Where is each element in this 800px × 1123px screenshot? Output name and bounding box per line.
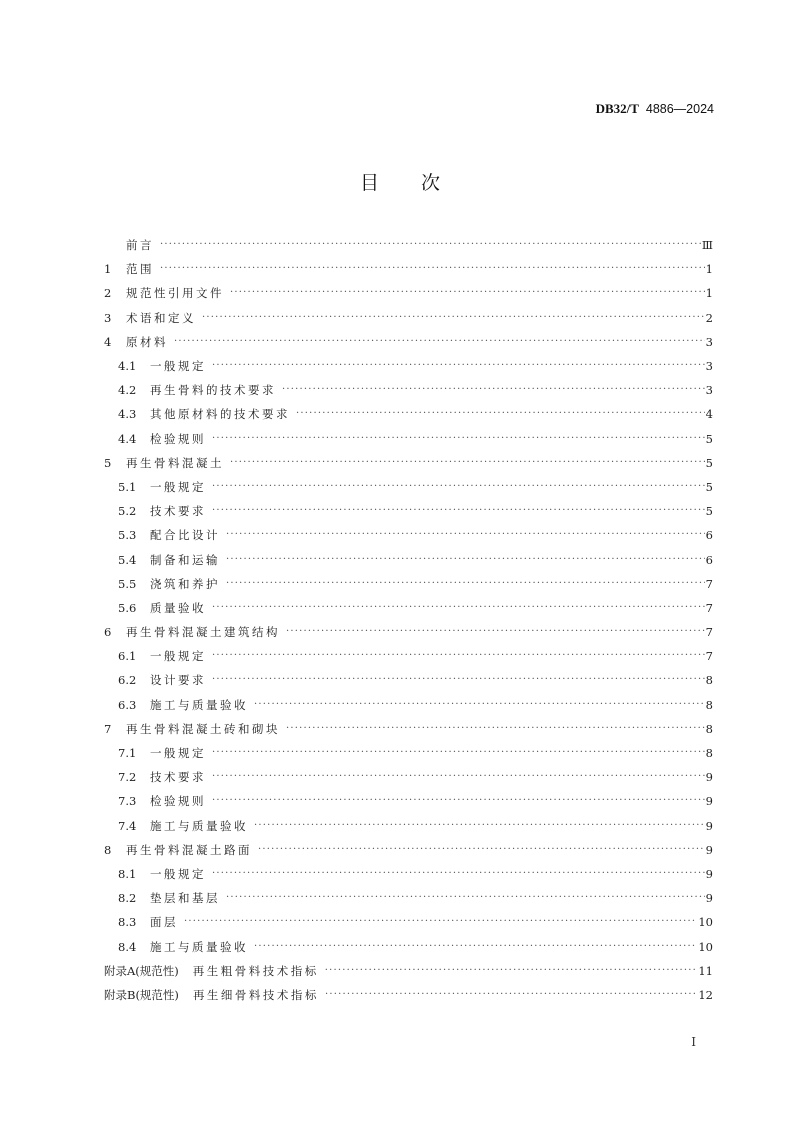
toc-entry-label: 检验规则 (150, 794, 206, 809)
toc-entry-label: 一般规定 (150, 649, 206, 664)
toc-entry-label: 再生细骨料技术指标 (192, 987, 319, 1002)
standard-code-prefix: DB32/T (595, 101, 639, 116)
dot-leader (174, 335, 705, 349)
dot-leader (296, 407, 705, 421)
toc-entry[interactable] (104, 862, 713, 886)
toc-entry-label: 再生骨料的技术要求 (150, 383, 276, 398)
toc-entry-page: 9 (705, 866, 713, 881)
toc-entry-number: 附录A(规范性) (104, 963, 179, 978)
toc-entry-page: 5 (705, 479, 713, 494)
toc-entry-number: 7.2 (118, 770, 137, 785)
toc-entry-page: 4 (705, 407, 713, 422)
toc-entry-label: 施工与质量验收 (150, 818, 248, 833)
dot-leader (212, 867, 705, 881)
toc-entry-label: 制备和运输 (150, 552, 220, 567)
toc-entry-page: 7 (705, 649, 713, 664)
toc-entry-label: 检验规则 (150, 431, 206, 446)
toc-entry-page: 9 (705, 842, 713, 857)
dot-leader (286, 625, 705, 639)
toc-entry-number: 4.4 (118, 431, 137, 446)
toc-entry-number: 8 (104, 842, 112, 857)
toc-entry-number: 5.2 (118, 504, 137, 519)
dot-leader (212, 746, 705, 760)
toc-entry-label: 一般规定 (150, 746, 206, 761)
dot-leader (226, 553, 705, 567)
toc-entry-label: 再生粗骨料技术指标 (192, 963, 319, 978)
dot-leader (212, 601, 705, 615)
toc-entry-page: 1 (705, 262, 713, 277)
dot-leader (160, 238, 701, 252)
dot-leader (226, 891, 705, 905)
dot-leader (184, 915, 697, 929)
toc-entry-number: 5 (104, 455, 112, 470)
toc-entry-number: 6.3 (118, 697, 137, 712)
toc-entry[interactable] (104, 596, 713, 620)
toc-entry-page: 7 (705, 576, 713, 591)
toc-entry[interactable] (104, 427, 713, 451)
toc-entry-page: Ⅲ (701, 238, 713, 253)
toc-entry[interactable] (104, 838, 713, 862)
toc-entry-number: 8.3 (118, 915, 137, 930)
dot-leader (212, 432, 705, 446)
toc-entry[interactable] (104, 693, 713, 717)
toc-entry-label: 其他原材料的技术要求 (150, 407, 290, 422)
dot-leader (254, 819, 705, 833)
toc-entry-number: 5.3 (118, 528, 137, 543)
toc-entry-number: 8.1 (118, 866, 137, 881)
toc-entry-number: 4.1 (118, 359, 137, 374)
toc-entry[interactable] (104, 886, 713, 910)
dot-leader (230, 456, 705, 470)
dot-leader (325, 988, 697, 1002)
dot-leader (212, 673, 705, 687)
toc-entry-number: 1 (104, 262, 112, 277)
toc-entry-page: 9 (705, 770, 713, 785)
toc-entry-number: 5.6 (118, 600, 137, 615)
toc-entry[interactable] (104, 330, 713, 354)
toc-entry[interactable] (104, 644, 713, 668)
toc-entry[interactable] (104, 814, 713, 838)
toc-entry-label: 一般规定 (150, 866, 206, 881)
toc-entry-label: 一般规定 (150, 359, 206, 374)
toc-entry-number: 5.4 (118, 552, 137, 567)
toc-entry[interactable] (104, 475, 713, 499)
toc-entry[interactable] (104, 306, 713, 330)
toc-entry[interactable] (104, 547, 713, 571)
dot-leader (212, 359, 705, 373)
toc-entry-page: 10 (698, 939, 713, 954)
dot-leader (212, 649, 705, 663)
toc-entry[interactable] (104, 233, 713, 257)
toc-entry[interactable] (104, 910, 713, 934)
toc-entry-label: 原材料 (126, 334, 168, 349)
dot-leader (230, 286, 705, 300)
toc-entry-label: 术语和定义 (126, 310, 196, 325)
dot-leader (212, 794, 705, 808)
toc-entry-label: 配合比设计 (150, 528, 220, 543)
toc-entry-number: 7.4 (118, 818, 137, 833)
toc-entry-number: 7.1 (118, 746, 137, 761)
dot-leader (226, 528, 705, 542)
toc-entry-number: 6 (104, 625, 112, 640)
toc-entry-page: 9 (705, 818, 713, 833)
toc-entry[interactable] (104, 789, 713, 813)
table-of-contents (104, 233, 713, 1007)
toc-entry-page: 2 (705, 310, 713, 325)
dot-leader (160, 262, 705, 276)
toc-entry-number: 2 (104, 286, 112, 301)
toc-entry-page: 3 (705, 383, 713, 398)
toc-entry-label: 规范性引用文件 (126, 286, 224, 301)
toc-entry[interactable] (104, 765, 713, 789)
dot-leader (254, 940, 697, 954)
toc-entry-number: 8.4 (118, 939, 137, 954)
standard-code (596, 101, 714, 117)
dot-leader (254, 698, 705, 712)
toc-entry-number: 5.1 (118, 479, 137, 494)
toc-entry-label: 质量验收 (150, 600, 206, 615)
toc-entry-label: 再生骨料混凝土砖和砌块 (126, 721, 280, 736)
toc-entry-page: 3 (705, 359, 713, 374)
dot-leader (212, 770, 705, 784)
dot-leader (212, 480, 705, 494)
dot-leader (202, 311, 705, 325)
toc-entry-page: 9 (705, 891, 713, 906)
toc-entry-page: 5 (705, 431, 713, 446)
toc-entry-number: 7.3 (118, 794, 137, 809)
toc-entry[interactable] (104, 402, 713, 426)
toc-entry[interactable] (104, 572, 713, 596)
toc-entry-page: 6 (705, 552, 713, 567)
toc-entry-label: 再生骨料混凝土建筑结构 (126, 625, 280, 640)
toc-entry-page: 7 (705, 600, 713, 615)
toc-entry[interactable] (104, 668, 713, 692)
toc-entry[interactable] (104, 959, 713, 983)
toc-entry-page: 9 (705, 794, 713, 809)
toc-entry-number: 8.2 (118, 891, 137, 906)
toc-entry-label: 面层 (150, 915, 178, 930)
toc-entry[interactable] (104, 451, 713, 475)
toc-entry-page: 8 (705, 673, 713, 688)
toc-entry-page: 5 (705, 455, 713, 470)
toc-entry-number: 6.1 (118, 649, 137, 664)
toc-entry[interactable] (104, 281, 713, 305)
toc-entry-number: 5.5 (118, 576, 137, 591)
toc-entry-label: 施工与质量验收 (150, 697, 248, 712)
dot-leader (212, 504, 705, 518)
toc-entry-page: 1 (705, 286, 713, 301)
toc-entry[interactable] (104, 523, 713, 547)
toc-entry[interactable] (104, 983, 713, 1007)
toc-entry-label: 技术要求 (150, 504, 206, 519)
toc-entry-label: 一般规定 (150, 479, 206, 494)
toc-entry-page: 7 (705, 625, 713, 640)
toc-entry-number: 7 (104, 721, 112, 736)
toc-entry-page: 8 (705, 746, 713, 761)
toc-entry-label: 浇筑和养护 (150, 576, 220, 591)
page-title: 目次 (359, 172, 482, 194)
toc-entry-number: 3 (104, 310, 112, 325)
toc-entry-label: 再生骨料混凝土路面 (126, 842, 252, 857)
dot-leader (325, 964, 698, 978)
dot-leader (282, 383, 705, 397)
toc-entry-page: 5 (705, 504, 713, 519)
toc-entry[interactable] (104, 257, 713, 281)
footer-page-number: I (691, 1035, 696, 1049)
toc-entry-page: 11 (698, 963, 713, 978)
dot-leader (258, 843, 705, 857)
toc-entry-label: 技术要求 (150, 770, 206, 785)
toc-entry-label: 施工与质量验收 (150, 939, 248, 954)
toc-entry-number: 4.2 (118, 383, 137, 398)
toc-entry-label: 范围 (126, 262, 154, 277)
toc-entry-page: 6 (705, 528, 713, 543)
toc-entry-page: 8 (705, 721, 713, 736)
toc-entry-label: 再生骨料混凝土 (126, 455, 224, 470)
toc-entry[interactable] (104, 717, 713, 741)
toc-entry-page: 10 (698, 915, 713, 930)
toc-entry-label: 设计要求 (150, 673, 206, 688)
toc-entry-page: 8 (705, 697, 713, 712)
standard-code-number: 4886—2024 (645, 102, 714, 116)
toc-entry[interactable] (104, 499, 713, 523)
toc-entry[interactable] (104, 741, 713, 765)
dot-leader (226, 577, 705, 591)
toc-entry-label: 垫层和基层 (150, 891, 220, 906)
toc-entry-number: 4 (104, 334, 112, 349)
toc-entry[interactable] (104, 620, 713, 644)
toc-entry-page: 12 (698, 987, 713, 1002)
toc-entry-label: 前言 (126, 238, 154, 253)
toc-entry-number: 6.2 (118, 673, 137, 688)
toc-entry[interactable] (104, 934, 713, 958)
toc-entry[interactable] (104, 354, 713, 378)
dot-leader (286, 722, 705, 736)
toc-entry-number: 4.3 (118, 407, 137, 422)
toc-entry-page: 3 (705, 334, 713, 349)
toc-entry[interactable] (104, 378, 713, 402)
toc-entry-number: 附录B(规范性) (104, 987, 179, 1002)
